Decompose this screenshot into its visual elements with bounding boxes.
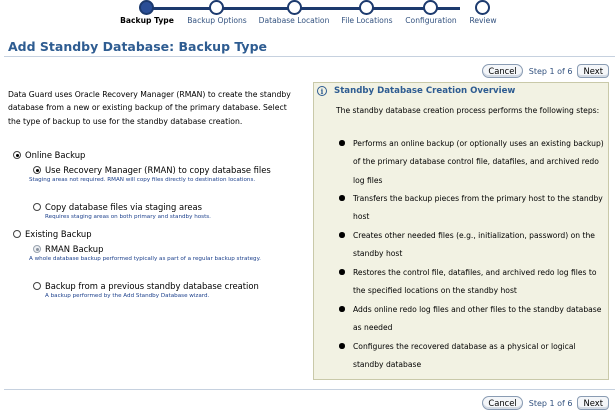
bullet-icon [339,343,345,349]
top-nav-bar [482,63,609,79]
overview-step-text: Adds online redo log files and other files to the standby database as needed [353,305,602,333]
online-backup-radio[interactable] [13,151,21,159]
intro-text: Data Guard uses Oracle Recovery Manager (RMAN) to create the standby database from a new or existing backup of the primary database. Select the type of backup to use for the standby database creation. [8,90,291,126]
staging-label: Copy database files via staging areas [45,202,203,212]
divider [4,389,615,390]
online-backup-label: Online Backup [25,150,86,160]
train-line [146,7,460,10]
overview-step [339,135,605,190]
step-indicator: Step 1 of 6 [528,398,573,408]
overview-step [339,264,605,301]
rman-backup-radio [33,245,41,253]
train-label-backup-type: Backup Type [120,16,174,25]
rman-backup-option [33,244,103,254]
existing-backup-radio[interactable] [13,230,21,238]
existing-backup-option[interactable] [13,229,92,239]
divider [4,56,615,57]
previous-creation-label: Backup from a previous standby database creation [45,281,259,291]
train-node-backup-options[interactable] [209,0,224,15]
train-node-file-locations[interactable] [359,0,374,15]
existing-backup-label: Existing Backup [25,229,92,239]
train-label-backup-options[interactable]: Backup Options [187,16,247,25]
online-backup-option[interactable] [13,150,85,160]
overview-step-text: Configures the recovered database as a physical or logical standby database [353,342,576,370]
wizard-train [0,0,615,32]
page-title: Add Standby Database: Backup Type [8,39,268,54]
info-icon: i [317,86,327,96]
previous-creation-option[interactable] [33,281,259,291]
staging-radio[interactable] [33,203,41,211]
next-button[interactable]: Next [577,396,609,410]
train-node-database-location[interactable] [287,0,302,15]
train-label-file-locations[interactable]: File Locations [341,16,393,25]
bullet-icon [339,195,345,201]
train-node-backup-type [139,0,154,15]
overview-panel [313,82,609,380]
rman-backup-label: RMAN Backup [45,244,104,254]
use-rman-help: Staging areas not required. RMAN will copy files directly to destination locations. [29,177,256,183]
bullet-icon [339,306,345,312]
overview-intro: The standby database creation process performs the following steps: [336,106,600,115]
cancel-button[interactable]: Cancel [482,64,522,78]
overview-step [339,301,605,338]
bullet-icon [339,269,345,275]
overview-step-text: Performs an online backup (or optionally uses an existing backup) of the primary database control file, datafiles, and archived redo log files [353,139,604,185]
overview-step-text: Restores the control file, datafiles, and archived redo log files to the specified locations on the standby host [353,268,597,296]
rman-backup-help: A whole database backup performed typically as part of a regular backup strategy. [29,256,261,262]
overview-step-text: Transfers the backup pieces from the primary host to the standby host [353,194,603,222]
overview-step [339,227,605,264]
step-indicator: Step 1 of 6 [528,66,573,76]
train-node-review[interactable] [475,0,490,15]
overview-step [339,338,605,375]
bullet-icon [339,232,345,238]
train-label-review[interactable]: Review [469,16,497,25]
train-label-database-location[interactable]: Database Location [258,16,330,25]
bottom-nav-bar [482,395,609,411]
use-rman-option[interactable] [33,165,271,175]
next-button[interactable]: Next [577,64,609,78]
train-label-configuration[interactable]: Configuration [405,16,457,25]
previous-creation-help: A backup performed by the Add Standby Database wizard. [45,293,210,299]
previous-creation-radio[interactable] [33,282,41,290]
overview-step-text: Creates other needed files (e.g., initialization, password) on the standby host [353,231,595,259]
overview-step [339,190,605,227]
use-rman-label: Use Recovery Manager (RMAN) to copy database files [45,165,271,175]
staging-option[interactable] [33,202,202,212]
train-node-configuration[interactable] [423,0,438,15]
cancel-button[interactable]: Cancel [482,396,522,410]
overview-header [317,86,515,96]
overview-steps [339,135,605,375]
overview-title: Standby Database Creation Overview [334,86,516,96]
bullet-icon [339,140,345,146]
staging-help: Requires staging areas on both primary and standby hosts. [45,214,211,220]
use-rman-radio[interactable] [33,166,41,174]
